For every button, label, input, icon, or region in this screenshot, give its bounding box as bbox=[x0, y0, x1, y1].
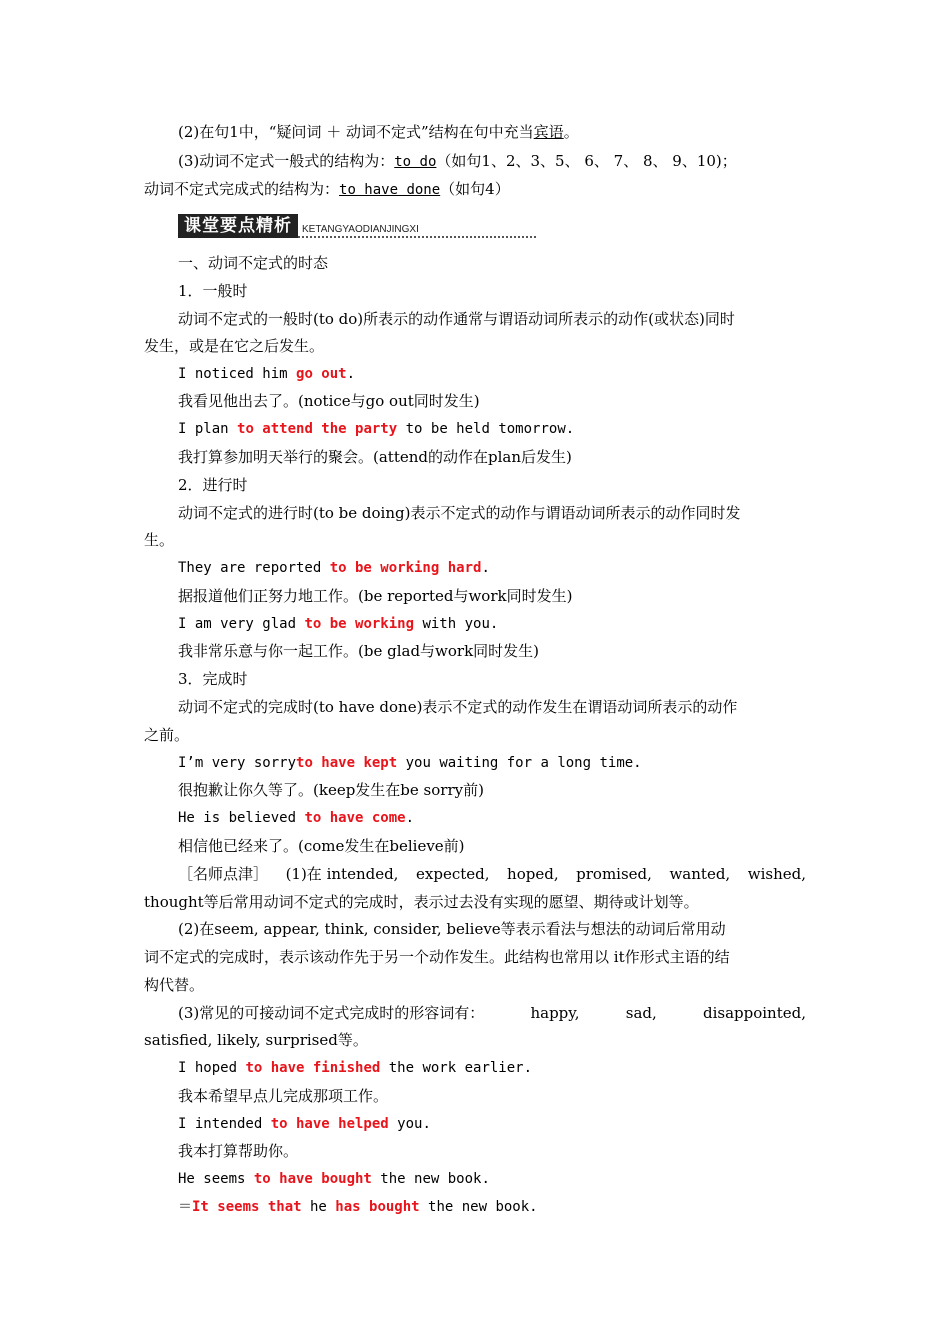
example-sentence bbox=[178, 614, 498, 634]
paragraph-line: 之前。 bbox=[144, 726, 190, 744]
text: I intended bbox=[178, 1116, 271, 1132]
highlight: to attend the party bbox=[237, 421, 398, 437]
subsection-heading: 3．完成时 bbox=[178, 670, 248, 688]
example-sentence bbox=[178, 753, 642, 773]
paragraph-line: 生。 bbox=[144, 531, 175, 549]
text: They are reported bbox=[178, 560, 330, 576]
text: promised, bbox=[576, 865, 652, 883]
text: 动词不定式完成式的结构为： bbox=[144, 180, 340, 198]
text: (3)常见的可接动词不定式完成时的形容词有： bbox=[178, 1004, 485, 1022]
banner-subtitle: KETANGYAODIANJINGXI bbox=[298, 224, 536, 238]
underlined-answer: 宾语 bbox=[533, 123, 564, 141]
example-sentence bbox=[178, 1058, 532, 1078]
text: I am very glad bbox=[178, 616, 305, 632]
tip-line: satisfied, likely, surprised等。 bbox=[144, 1031, 368, 1049]
text: . bbox=[481, 560, 490, 576]
text: with you. bbox=[414, 616, 499, 632]
text: ＝ bbox=[178, 1199, 192, 1215]
text: （如句1、2、3、5、 6、 7、 8、 9、10)； bbox=[436, 152, 737, 170]
text: He seems bbox=[178, 1171, 254, 1187]
text: sad, bbox=[625, 1004, 657, 1022]
text: (3)动词不定式一般式的结构为： bbox=[178, 152, 395, 170]
text: He is believed bbox=[178, 810, 305, 826]
tip-label: ［名师点津］ bbox=[178, 865, 269, 883]
text: you waiting for a long time. bbox=[397, 755, 642, 771]
text: I’m very sorry bbox=[178, 755, 297, 771]
example-translation: 我本打算帮助你。 bbox=[178, 1142, 299, 1160]
example-translation: 我本希望早点儿完成那项工作。 bbox=[178, 1087, 389, 1105]
highlight: to be working hard bbox=[329, 560, 482, 576]
section-heading: 一、动词不定式的时态 bbox=[178, 254, 329, 272]
example-translation: 相信他已经来了。(come发生在believe前) bbox=[178, 837, 465, 855]
underlined-answer: to do bbox=[394, 154, 437, 170]
example-translation: 据报道他们正努力地工作。(be reported与work同时发生) bbox=[178, 587, 573, 605]
highlight: has bought bbox=[335, 1199, 420, 1215]
text: I noticed him bbox=[178, 366, 297, 382]
text: the new book. bbox=[419, 1199, 538, 1215]
text: happy, bbox=[530, 1004, 580, 1022]
text: I plan bbox=[178, 421, 238, 437]
note-line-2 bbox=[178, 122, 579, 142]
text: (1)在 intended, bbox=[285, 865, 399, 883]
text: （如句4） bbox=[440, 180, 510, 198]
example-sentence bbox=[178, 558, 490, 578]
section-banner bbox=[178, 212, 536, 238]
example-translation: 我打算参加明天举行的聚会。(attend的动作在plan后发生) bbox=[178, 448, 572, 466]
tip-line: thought等后常用动词不定式的完成时，表示过去没有实现的愿望、期待或计划等。 bbox=[144, 893, 699, 911]
tip-line: 构代替。 bbox=[144, 976, 205, 994]
highlight: to have bought bbox=[253, 1171, 372, 1187]
example-sentence bbox=[178, 1114, 431, 1134]
text: . bbox=[405, 810, 415, 826]
text: . bbox=[346, 366, 356, 382]
text: to be held tomorrow. bbox=[397, 421, 575, 437]
example-sentence bbox=[178, 1169, 490, 1189]
highlight: to have finished bbox=[245, 1060, 381, 1076]
text: he bbox=[301, 1199, 336, 1215]
highlight: to have come bbox=[304, 810, 406, 826]
underlined-answer: to have done bbox=[339, 182, 441, 198]
subsection-heading: 2．进行时 bbox=[178, 476, 248, 494]
text: wished, bbox=[747, 865, 806, 883]
example-sentence bbox=[178, 1197, 538, 1217]
note-line-3 bbox=[178, 151, 737, 172]
paragraph-line: 动词不定式的完成时(to have done)表示不定式的动作发生在谓语动词所表示的动作 bbox=[178, 698, 738, 716]
text: the new book. bbox=[371, 1171, 490, 1187]
example-sentence bbox=[178, 419, 574, 439]
text: the work earlier. bbox=[380, 1060, 533, 1076]
note-line-3-cont bbox=[144, 179, 510, 200]
example-sentence bbox=[178, 808, 414, 828]
paragraph-line: 发生，或是在它之后发生。 bbox=[144, 337, 325, 355]
tip-line: 词不定式的完成时，表示该动作先于另一个动作发生。此结构也常用以 it作形式主语的结 bbox=[144, 948, 730, 966]
text: wanted, bbox=[669, 865, 731, 883]
tip-line bbox=[178, 1003, 806, 1023]
text: disappointed, bbox=[702, 1004, 806, 1022]
example-translation: 我看见他出去了。(notice与go out同时发生) bbox=[178, 392, 480, 410]
highlight: go out bbox=[296, 366, 347, 382]
text: hoped, bbox=[507, 865, 559, 883]
highlight: to be working bbox=[304, 616, 415, 632]
example-sentence bbox=[178, 364, 355, 384]
highlight: It seems that bbox=[192, 1199, 302, 1215]
text: I hoped bbox=[178, 1060, 246, 1076]
tip-line bbox=[178, 864, 806, 884]
text: you. bbox=[388, 1116, 431, 1132]
text: expected, bbox=[416, 865, 490, 883]
highlight: to have helped bbox=[270, 1116, 389, 1132]
text: (2)在句1中，“疑问词 ＋ 动词不定式”结构在句中充当 bbox=[178, 123, 534, 141]
paragraph-line: 动词不定式的一般时(to do)所表示的动作通常与谓语动词所表示的动作(或状态)同时 bbox=[178, 310, 735, 328]
highlight: to have kept bbox=[296, 755, 398, 771]
banner-title: 课堂要点精析 bbox=[178, 214, 298, 238]
example-translation: 我非常乐意与你一起工作。(be glad与work同时发生) bbox=[178, 642, 540, 660]
tip-line: (2)在seem, appear, think, consider, believe等表示看法与想法的动词后常用动 bbox=[178, 920, 726, 938]
paragraph-line: 动词不定式的进行时(to be doing)表示不定式的动作与谓语动词所表示的动作同时发 bbox=[178, 504, 741, 522]
subsection-heading: 1．一般时 bbox=[178, 282, 248, 300]
text: 。 bbox=[563, 123, 579, 141]
example-translation: 很抱歉让你久等了。(keep发生在be sorry前) bbox=[178, 781, 484, 799]
